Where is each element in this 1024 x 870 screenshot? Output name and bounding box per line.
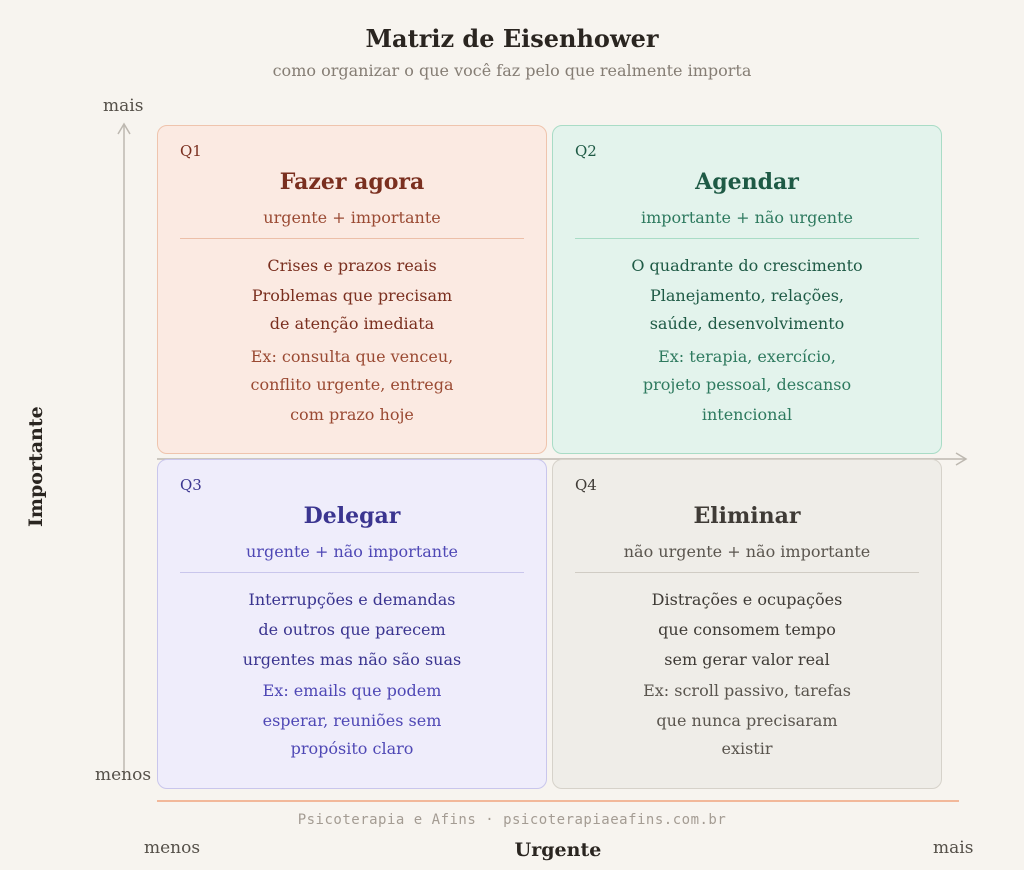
quadrant-line: Problemas que precisam bbox=[251, 286, 453, 305]
quadrant-code: Q3 bbox=[180, 476, 202, 494]
quadrant-subtitle: urgente + não importante bbox=[246, 542, 458, 561]
diagram-subtitle: como organizar o que você faz pelo que realmente importa bbox=[272, 61, 752, 80]
quadrant-divider bbox=[575, 572, 919, 573]
quadrant-example: Ex: scroll passivo, tarefas bbox=[643, 681, 851, 700]
quadrant-subtitle: urgente + importante bbox=[263, 208, 441, 227]
quadrant-line: Interrupções e demandas bbox=[248, 590, 456, 609]
diagram-title: Matriz de Eisenhower bbox=[365, 24, 659, 53]
quadrant-code: Q4 bbox=[575, 476, 597, 494]
x-axis-high-label: mais bbox=[933, 838, 974, 858]
quadrant-line: Distrações e ocupações bbox=[651, 590, 843, 609]
quadrant-code: Q1 bbox=[180, 142, 202, 160]
quadrant-title: Fazer agora bbox=[279, 169, 425, 195]
quadrant-line: saúde, desenvolvimento bbox=[649, 314, 845, 333]
y-axis-title: Importante bbox=[25, 406, 47, 527]
quadrant-q2 bbox=[552, 125, 942, 454]
quadrant-line: de atenção imediata bbox=[269, 314, 435, 333]
quadrant-title: Eliminar bbox=[693, 503, 801, 529]
footer-divider bbox=[157, 800, 959, 802]
quadrant-example: Ex: consulta que venceu, bbox=[250, 347, 454, 366]
x-axis-low-label: menos bbox=[144, 838, 201, 858]
quadrant-example: conflito urgente, entrega bbox=[250, 375, 454, 394]
quadrant-code: Q2 bbox=[575, 142, 597, 160]
quadrant-example: projeto pessoal, descanso bbox=[642, 375, 852, 394]
quadrant-line: O quadrante do crescimento bbox=[631, 256, 863, 275]
quadrant-example: esperar, reuniões sem bbox=[262, 711, 442, 730]
quadrant-line: urgentes mas não são suas bbox=[242, 650, 462, 669]
quadrant-example: existir bbox=[721, 739, 773, 758]
quadrant-line: sem gerar valor real bbox=[664, 650, 830, 669]
quadrant-subtitle: não urgente + não importante bbox=[623, 542, 871, 561]
quadrant-divider bbox=[575, 238, 919, 239]
y-axis-high-label: mais bbox=[103, 96, 144, 116]
quadrant-example: Ex: emails que podem bbox=[262, 681, 442, 700]
quadrant-example: propósito claro bbox=[290, 739, 414, 758]
quadrant-subtitle: importante + não urgente bbox=[641, 208, 853, 227]
footer-credit: Psicoterapia e Afins · psicoterapiaeafins.com.br bbox=[297, 812, 727, 828]
quadrant-q3 bbox=[157, 459, 547, 789]
quadrant-divider bbox=[180, 572, 524, 573]
y-axis-low-label: menos bbox=[95, 765, 152, 785]
quadrant-q1 bbox=[157, 125, 547, 454]
quadrant-line: que consomem tempo bbox=[658, 620, 836, 639]
x-axis-title: Urgente bbox=[514, 839, 602, 861]
quadrant-example: com prazo hoje bbox=[290, 405, 414, 424]
quadrant-line: Planejamento, relações, bbox=[649, 286, 844, 305]
quadrant-title: Agendar bbox=[695, 169, 799, 195]
quadrant-line: de outros que parecem bbox=[258, 620, 446, 639]
quadrant-example: que nunca precisaram bbox=[656, 711, 838, 730]
quadrant-title: Delegar bbox=[303, 503, 401, 529]
quadrant-example: intencional bbox=[701, 405, 793, 424]
quadrant-q4 bbox=[552, 459, 942, 789]
quadrant-divider bbox=[180, 238, 524, 239]
quadrant-example: Ex: terapia, exercício, bbox=[658, 347, 836, 366]
quadrant-line: Crises e prazos reais bbox=[267, 256, 437, 275]
